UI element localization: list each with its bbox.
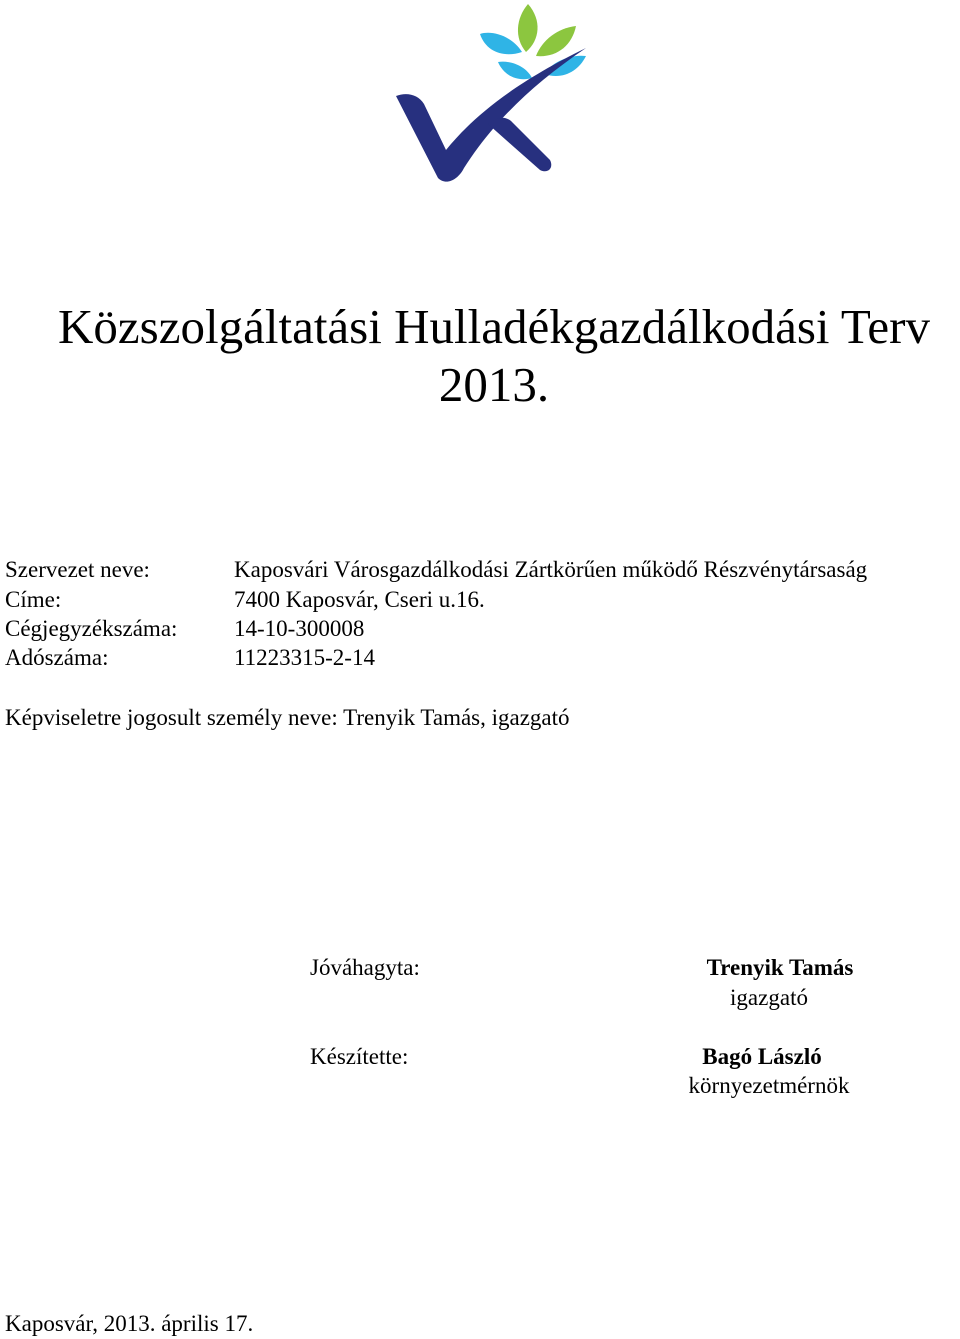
logo-checkmark bbox=[396, 48, 586, 182]
logo-leaf-blue-left bbox=[480, 33, 522, 54]
organization-tax-label: Adószáma: bbox=[5, 645, 109, 670]
prepared-by-name: Bagó László bbox=[702, 1044, 822, 1069]
logo-leaf-green-top bbox=[518, 4, 538, 52]
prepared-by-label: Készítette: bbox=[310, 1044, 409, 1069]
document-year: 2013. bbox=[438, 357, 550, 412]
organization-tax-value: 11223315-2-14 bbox=[234, 645, 375, 670]
prepared-by-role: környezetmérnök bbox=[688, 1073, 850, 1098]
organization-name-label: Szervezet neve: bbox=[5, 557, 150, 582]
approved-by-label: Jóváhagyta: bbox=[310, 955, 420, 980]
document-title: Közszolgáltatási Hulladékgazdálkodási Terv bbox=[58, 299, 930, 354]
logo-leaf-green-right bbox=[536, 26, 576, 56]
place-and-date: Kaposvár, 2013. április 17. bbox=[5, 1311, 254, 1336]
approved-by-name: Trenyik Tamás bbox=[706, 955, 854, 980]
organization-name-value: Kaposvári Városgazdálkodási Zártkörűen működő Részvénytársaság bbox=[234, 557, 868, 582]
logo-leaf-blue-small bbox=[498, 62, 532, 80]
organization-registry-label: Cégjegyzékszáma: bbox=[5, 616, 178, 641]
organization-address-label: Címe: bbox=[5, 587, 62, 612]
approved-by-role: igazgató bbox=[730, 985, 808, 1010]
company-logo-icon bbox=[380, 0, 610, 195]
representative-line: Képviseletre jogosult személy neve: Trenyik Tamás, igazgató bbox=[5, 705, 570, 730]
logo-k-arm bbox=[488, 118, 551, 172]
organization-registry-value: 14-10-300008 bbox=[234, 616, 365, 641]
organization-address-value: 7400 Kaposvár, Cseri u.16. bbox=[234, 587, 485, 612]
